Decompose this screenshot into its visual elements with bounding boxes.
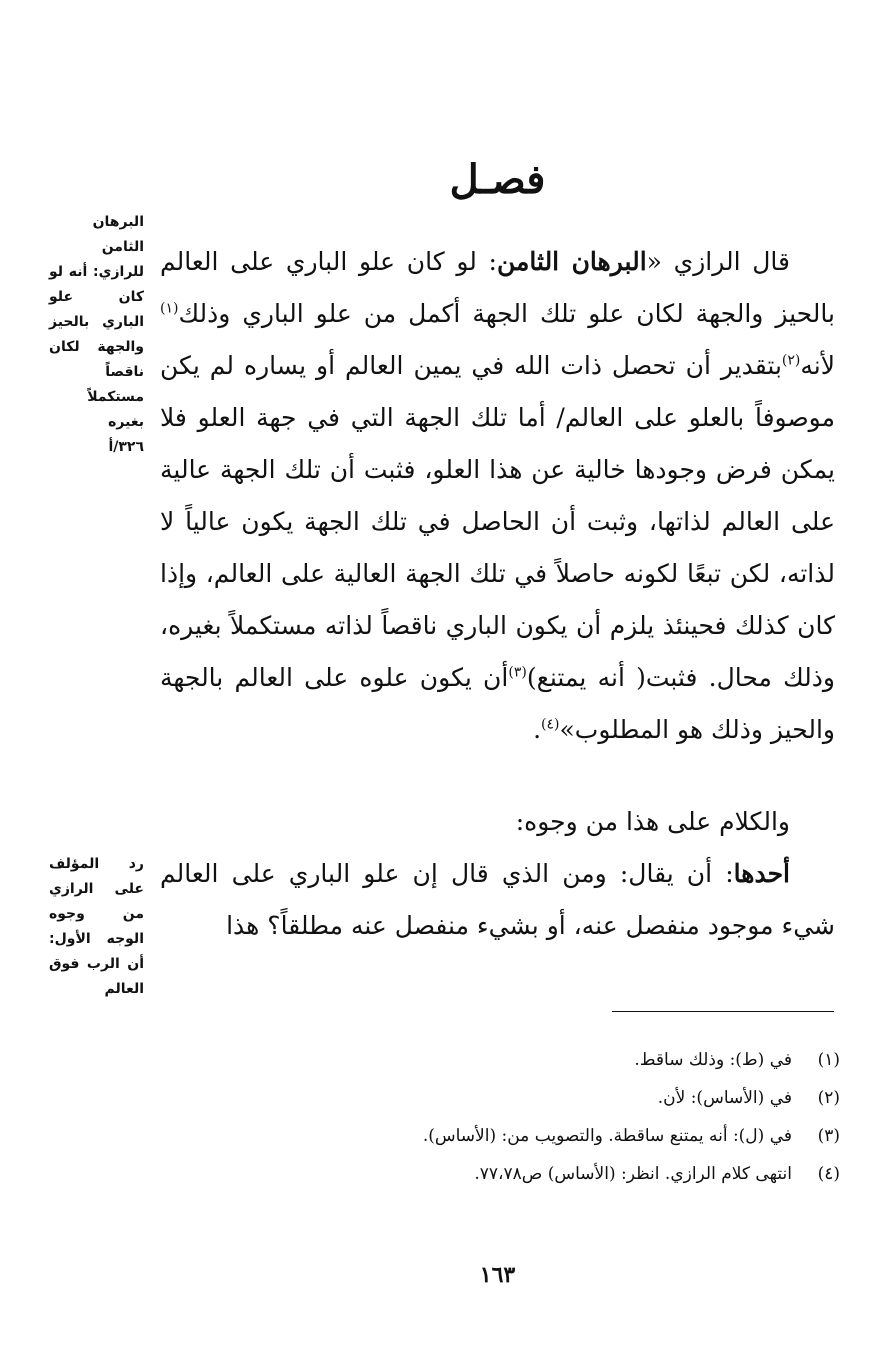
footnote-item bbox=[160, 1155, 840, 1193]
footnote-text: انتهى كلام الرازي. انظر: (الأساس) ص٧٧،٧٨. bbox=[474, 1164, 792, 1184]
manuscript-folio-ref: ٣٢٦/أ bbox=[108, 439, 144, 455]
paragraph-eighth-proof bbox=[160, 236, 835, 756]
footnote-ref-1[interactable]: (١) bbox=[160, 300, 179, 317]
footnote-item bbox=[160, 1117, 840, 1155]
paragraph-text: . bbox=[533, 715, 542, 744]
margin-note-author-response: رد المؤلف على الرازي من وجوه الوجه الأول: أن الرب فوق العالم bbox=[49, 856, 144, 997]
paragraph-text: لأنه bbox=[800, 351, 835, 380]
footnote-number: (٤) bbox=[817, 1164, 840, 1184]
footnote-item bbox=[160, 1041, 840, 1079]
margin-note-eighth-proof bbox=[49, 210, 144, 460]
footnote-number: (١) bbox=[817, 1050, 840, 1070]
aspect-title: أحدها bbox=[733, 859, 790, 888]
footnote-ref-2[interactable]: (٢) bbox=[781, 352, 801, 369]
footnote-number: (٣) bbox=[817, 1126, 840, 1146]
page-number: ١٦٣ bbox=[479, 1262, 516, 1288]
footnote-divider bbox=[612, 1011, 834, 1012]
footnote-text: في (ل): أنه يمتنع ساقطة. والتصويب من: (الأساس). bbox=[422, 1126, 792, 1146]
margin-note-text: البرهان الثامن للرازي: أنه لو كان علو الباري بالحيز والجهة لكان ناقصاً مستكملاً بغيره bbox=[49, 214, 144, 430]
footnotes-list bbox=[160, 1041, 840, 1193]
paragraph-text: : أن يقال: ومن الذي قال إن علو الباري على العالم شيء موجود منفصل عنه، أو بشيء منفصل عنه مطلقاً؟ هذا bbox=[160, 859, 835, 940]
footnote-item bbox=[160, 1079, 840, 1117]
footnote-number: (٢) bbox=[817, 1088, 840, 1108]
paragraph-text: : لو كان علو الباري على العالم بالحيز والجهة لكان علو تلك الجهة أكمل من علو الباري وذلك bbox=[160, 247, 835, 328]
paragraph-text: بتقدير أن تحصل ذات الله في يمين العالم أو يساره لم يكن موصوفاً بالعلو على العالم/ أما تلك الجهة التي في جهة العلو فلا يمكن فرض وجودها خالية عن هذا العلو، فثبت أن تلك الجهة عالية على العالم لذاتها، وثبت أن الحاصل في تلك الجهة يكون عالياً لا لذاته، لكن تبعًا لكونه حاصلاً في تلك الجهة العالية على العالم، وإذا كان كذلك فحينئذ يلزم أن يكون الباري ناقصاً لذاته مستكملاً بغيره، وذلك محال. فثبت( أنه يمتنع) bbox=[160, 351, 835, 692]
proof-title: البرهان الثامن bbox=[496, 247, 647, 276]
paragraph-first-aspect bbox=[160, 848, 835, 952]
footnote-ref-4[interactable]: (٤) bbox=[541, 716, 560, 733]
section-heading: فصـل bbox=[449, 156, 546, 203]
paragraph-text: أن يكون علوه على العالم بالجهة والحيز وذلك هو المطلوب» bbox=[160, 663, 835, 744]
paragraph-intro-response: والكلام على هذا من وجوه: bbox=[515, 807, 790, 836]
footnote-text: في (الأساس): لأن. bbox=[657, 1088, 792, 1108]
footnote-ref-3[interactable]: (٣) bbox=[508, 664, 527, 681]
footnote-text: في (ط): وذلك ساقط. bbox=[634, 1050, 792, 1070]
paragraph-lead: قال الرازي « bbox=[646, 247, 790, 276]
